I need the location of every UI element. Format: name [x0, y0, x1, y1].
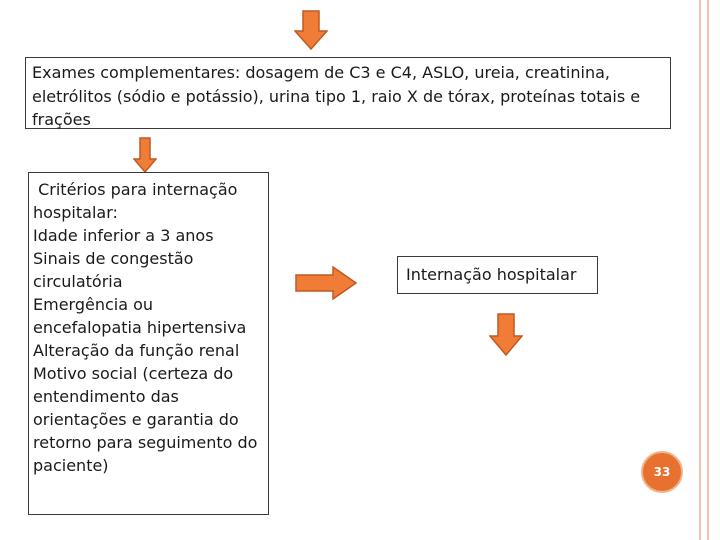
exams-text: Exames complementares: dosagem de C3 e C4, ASLO, ureia, creatinina, eletrólitos (sódio e potássio), urina tipo 1, raio X de tórax, proteínas totais e frações — [32, 63, 641, 129]
internation-label: Internação hospitalar — [406, 265, 577, 284]
internation-box — [397, 256, 598, 294]
criteria-item: Motivo social (certeza do entendimento das orientações e garantia do retorno para seguimento do paciente) — [33, 364, 263, 475]
slide-border-line — [707, 0, 709, 540]
arrow-down-icon — [489, 313, 523, 356]
criteria-box — [28, 172, 269, 515]
criteria-title: Critérios para internação hospitalar: — [33, 180, 243, 222]
arrow-right-icon — [295, 266, 357, 300]
criteria-item: Emergência ou encefalopatia hipertensiva — [33, 295, 247, 337]
criteria-item: Idade inferior a 3 anos — [33, 226, 214, 245]
slide-border-line — [699, 0, 701, 540]
criteria-item: Alteração da função renal — [33, 341, 240, 360]
exams-box — [25, 57, 671, 129]
arrow-down-icon — [133, 137, 157, 173]
criteria-item: Sinais de congestão circulatória — [33, 249, 199, 291]
page-number-badge: 33 — [641, 451, 683, 493]
arrow-down-icon — [294, 10, 328, 50]
